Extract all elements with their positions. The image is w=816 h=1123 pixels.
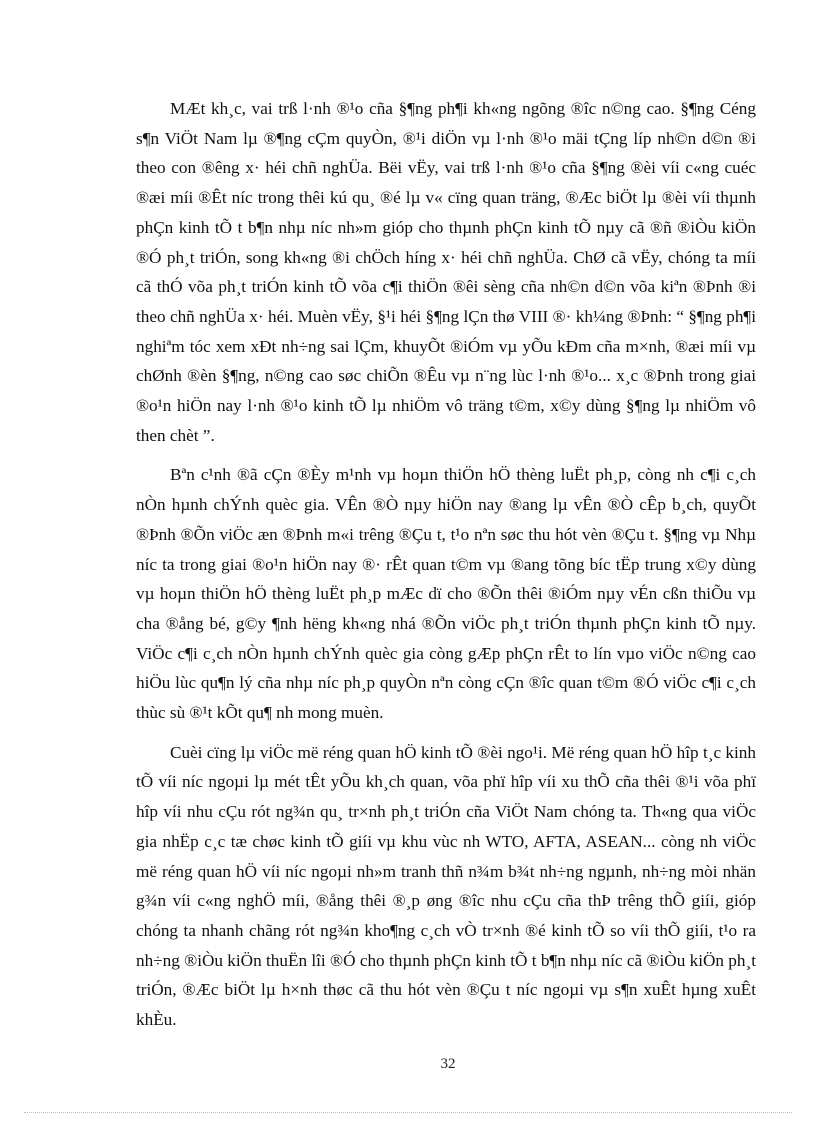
paragraph-foreign-relations: Cuèi cïng lµ viÖc më réng quan hÖ kinh tÕ ®èi ngo¹i. Më réng quan hÖ hîp t¸c kinh tÕ víi níc ngoµi lµ mét tÊt yÕu kh¸ch quan, võa phï hîp víi xu thÕ cña thêi ®¹i võa phï hîp víi nhu cÇu rót ng¾n qu¸ tr×nh ph¸t triÓn cña ViÖt Nam chóng ta. Th«ng qua viÖc gia nhËp c¸c tæ chøc kinh tÕ giíi vµ khu vùc nh WTO, AFTA, ASEAN... còng nh viÖc më réng quan hÖ víi níc ngoµi nh»m tranh thñ n¾m b¾t nh÷ng ngµnh, nh÷ng mòi nhän g¾n víi c«ng nghÖ míi, ®ång thêi ®¸p øng ®îc nhu cÇu cña thÞ trêng thÕ giíi, gióp chóng ta nhanh chãng rót ng¾n kho¶ng c¸ch vÒ tr×nh ®é kinh tÕ so víi thÕ giíi, t¹o ra nh÷ng ®iÒu kiÖn thuËn lîi ®Ó cho thµnh phÇn kinh tÕ t b¶n nhµ níc cã ®iÒu kiÖn ph¸t triÓn, ®Æc biÖt lµ h×nh thøc cã thu hót vèn ®Çu t níc ngoµi vµ s¶n xuÊt hµng xuÊt khÈu. [136, 742, 756, 1030]
paragraph-legal-system: Bªn c¹nh ®ã cÇn ®Èy m¹nh vµ hoµn thiÖn hÖ thèng luËt ph¸p, còng nh c¶i c¸ch nÒn hµnh chÝnh quèc gia. VÊn ®Ò nµy hiÖn nay ®ang lµ vÊn ®Ò cÊp b¸ch, quyÕt ®Þnh ®Õn viÖc æn ®Þnh m«i trêng ®Çu t, t¹o nªn søc thu hót vèn ®Çu t. §¶ng vµ Nhµ níc ta trong giai ®o¹n hiÖn nay ®· rÊt quan t©m vµ ®ang tõng bíc tËp trung x©y dùng vµ hoµn thiÖn hÖ thèng luËt ph¸p mÆc dï cho ®Õn thêi ®iÓm nµy vÉn cßn thiÕu vµ cha ®ång bé, g©y ¶nh hëng kh«ng nhá ®Õn viÖc ph¸t triÓn thµnh phÇn kinh tÕ nµy. ViÖc c¶i c¸ch nÒn hµnh chÝnh quèc gia còng gÆp phÇn rÊt to lín vµo viÖc n©ng cao hiÖu lùc qu¶n lý cña nhµ níc ph¸p quyÒn nªn còng cÇn ®îc quan t©m ®Ó viÖc c¶i c¸ch thùc sù ®¹t kÕt qu¶ nh mong muèn. [136, 465, 756, 723]
page-number: 32 [440, 1056, 456, 1072]
paragraph-party-leadership: MÆt kh¸c, vai trß l·nh ®¹o cña §¶ng ph¶i kh«ng ngõng ®îc n©ng cao. §¶ng Céng s¶n ViÖt Nam lµ ®¶ng cÇm quyÒn, ®¹i diÖn vµ l·nh ®¹o mäi tÇng líp nh©n d©n ®i theo con ®êng x· héi chñ nghÜa. Bëi vËy, vai trß l·nh ®¹o cña §¶ng ®èi víi c«ng cuéc ®æi míi ®Êt níc trong thêi kú qu¸ ®é lµ v« cïng quan träng, ®Æc biÖt lµ ®èi víi thµnh phÇn kinh tÕ t b¶n nhµ níc nh»m gióp cho thµnh phÇn kinh tÕ nµy cã ®ñ ®iÒu kiÖn ®Ó ph¸t triÓn, song kh«ng ®i chÖch híng x· héi chñ nghÜa. ChØ cã vËy, chóng ta míi cã thÓ võa ph¸t triÓn kinh tÕ võa c¶i thiÖn ®êi sèng cña nh©n d©n võa kiªn ®Þnh ®i theo chñ nghÜa x· héi. Muèn vËy, §¹i héi §¶ng lÇn thø VIII ®· kh¼ng ®Þnh: “ §¶ng ph¶i nghiªm tóc xem xÐt nh÷ng sai lÇm, khuyÕt ®iÓm vµ yÕu kÐm cña m×nh, ®æi míi vµ chØnh ®èn §¶ng, n©ng cao søc chiÕn ®Êu vµ n¨ng lùc l·nh ®¹o... x¸c ®Þnh trong giai ®o¹n hiÖn nay l·nh ®¹o kinh tÕ lµ nhiÖm vô träng t©m, x©y dùng §¶ng lµ nhiÖm vô then chèt ”. [136, 99, 756, 445]
footer-divider [24, 1112, 792, 1113]
body-text [136, 94, 756, 1045]
